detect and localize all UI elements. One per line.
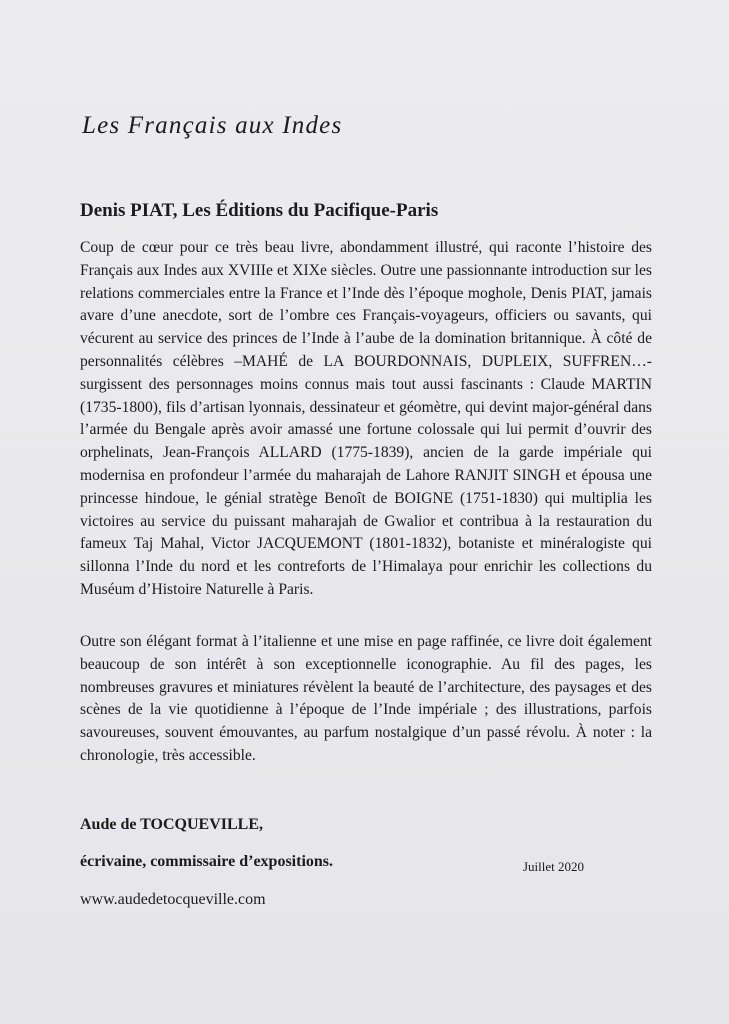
- document-title: Les Français aux Indes: [82, 112, 343, 139]
- author-name: Aude de TOCQUEVILLE,: [80, 816, 264, 833]
- review-date: Juillet 2020: [523, 859, 585, 874]
- author-website: www.audedetocqueville.com: [80, 891, 266, 908]
- book-reference: Denis PIAT, Les Éditions du Pacifique-Paris: [80, 200, 439, 221]
- author-role: écrivaine, commissaire d’expositions.: [80, 853, 334, 870]
- review-paragraph-2: Outre son élégant format à l’italienne et une mise en page raffinée, ce livre doit également beaucoup de son intérêt à son exceptionnelle iconographie. Au fil des pages, les nombreuses gravures et miniatures révèlent la beauté de l’architecture, des paysages et des scènes de la vie quotidienne à l’époque de l’Inde impériale ; des illustrations, parfois savoureuses, souvent émouvantes, au parfum nostalgique d’un passé révolu. À noter : la chronologie, très accessible.: [80, 633, 652, 764]
- review-paragraph-1: Coup de cœur pour ce très beau livre, abondamment illustré, qui raconte l’histoire des Français aux Indes aux XVIIIe et XIXe siècles. Outre une passionnante introduction sur les relations commerciales entre la France et l’Inde dès l’époque moghole, Denis PIAT, jamais avare d’une anecdote, sort de l’ombre ces Français-voyageurs, officiers ou savants, qui vécurent au service des princes de l’Inde à l’aube de la domination britannique. À côté de personnalités célèbres –MAHÉ de LA BOURDONNAIS, DUPLEIX, SUFFREN…- surgissent des personnages moins connus mais tout aussi fascinants : Claude MARTIN (1735-1800), fils d’artisan lyonnais, dessinateur et géomètre, qui devint major-général dans l’armée du Bengale après avoir amassé une fortune colossale qui lui permit d’ouvrir des orphelinats, Jean-François ALLARD (1775-1839), ancien de la garde impériale qui modernisa en profondeur l’armée du maharajah de Lahore RANJIT SINGH et épousa une princesse hindoue, le génial stratège Benoît de BOIGNE (1751-1830) qui multiplia les victoires au service du puissant maharajah de Gwalior et contribua à la restauration du fameux Taj Mahal, Victor JACQUEMONT (1801-1832), botaniste et minéralogiste qui sillonna l’Inde du nord et les contreforts de l’Himalaya pour enrichir les collections du Muséum d’Histoire Naturelle à Paris.: [80, 239, 652, 598]
